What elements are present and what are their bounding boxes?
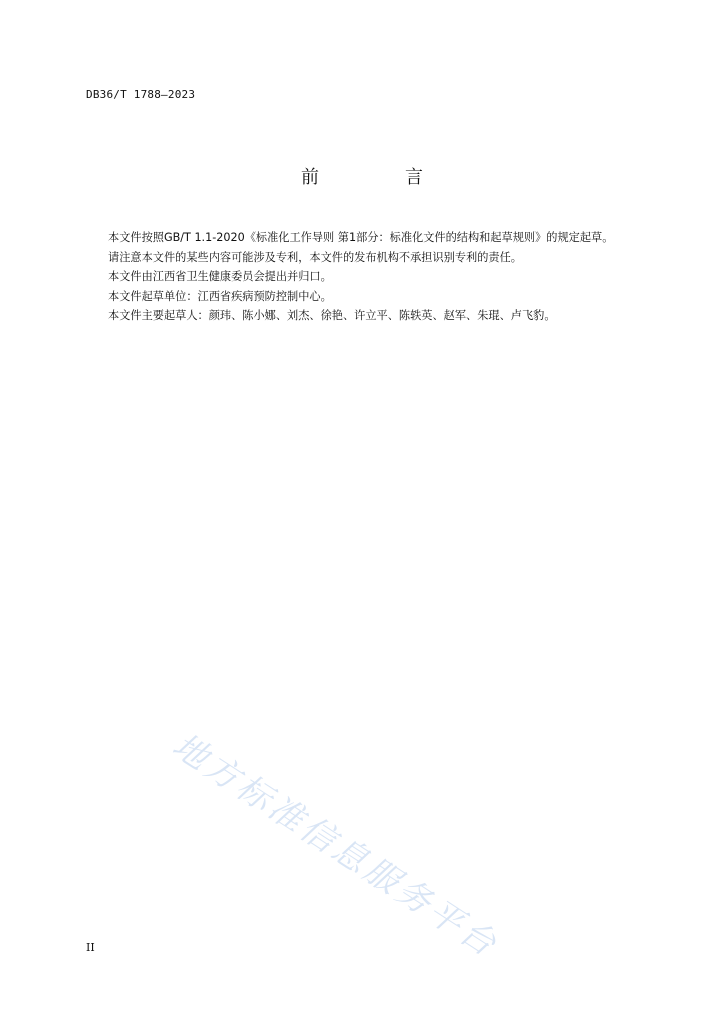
header-divider xyxy=(86,106,658,107)
paragraph-proposer: 本文件由江西省卫生健康委员会提出并归口。 xyxy=(108,270,332,283)
paragraph-patent-notice: 请注意本文件的某些内容可能涉及专利，本文件的发布机构不承担识别专利的责任。 xyxy=(108,250,522,264)
paragraph-drafting-rules: 本文件按照GB/T 1.1-2020《标准化工作导则 第1部分：标准化文件的结构和起草规则》的规定起草。 xyxy=(108,231,614,244)
standard-code: DB36/T 1788—2023 xyxy=(86,88,196,101)
foreword-body xyxy=(86,228,660,326)
paragraph-drafters: 本文件主要起草人：颜玮、陈小娜、刘杰、徐艳、许立平、陈轶英、赵军、朱琨、卢飞豹。 xyxy=(108,309,556,322)
paragraph-drafting-unit: 本文件起草单位：江西省疾病预防控制中心。 xyxy=(108,289,332,303)
watermark-text: 地方标准信息服务平台 xyxy=(165,725,506,967)
page-title: 前 言 xyxy=(301,167,457,188)
page-number: II xyxy=(86,941,95,954)
